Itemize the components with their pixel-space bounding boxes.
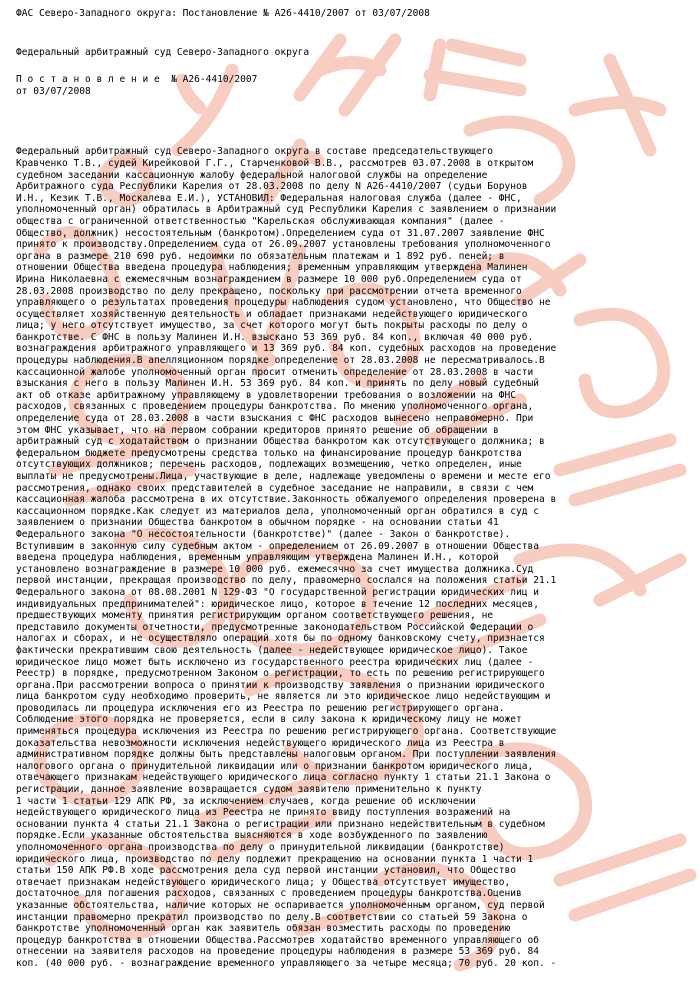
body-line: акт об отказе арбитражному управляющему в удовлетворении требования о возложении на ФНС	[16, 389, 517, 401]
body-line: налогового органа о принудительной ликвидации или о признании банкротом юридического лица,	[16, 760, 534, 772]
body-line: взыскания с него в пользу Малинен И.Н. 53 369 руб. 84 коп. и принять по делу новый судебный	[16, 378, 540, 390]
body-line: налогах и сборах, и не осуществляло операций хотя бы по одному банковскому счету, признается	[16, 633, 545, 645]
body-line: 28.03.2008 производство по делу прекращено, поскольку при рассмотрении отчета временного	[16, 285, 522, 297]
body-line: коп. (40 000 руб. - вознаграждение временного управляющего за четыре месяца; 70 руб. 20 коп. -	[16, 957, 557, 969]
document-body	[16, 146, 692, 969]
body-line: первой инстанции, прекращая производство по делу, правомерно сослался на положения статьи 21.1	[16, 575, 557, 587]
body-line: статьи 150 АПК РФ.В ходе рассмотрения дела суд первой инстанции установил, что Общество	[16, 865, 517, 877]
body-line: 1 части 1 статьи 129 АПК РФ, за исключением случаев, когда решение об исключении	[16, 795, 476, 807]
body-line: отвечает признакам недействующего юридического лица; у Общества отсутствует имущество,	[16, 876, 511, 888]
body-line: представило документы отчетности, предусмотренные законодательством Российской Федерации о	[16, 621, 534, 633]
body-line: кассационном порядке.Как следует из материалов дела, уполномоченный орган обратился в суд с	[16, 505, 540, 517]
body-line: общества с ограниченной ответственностью "Карельская обслуживающая компания" (далее -	[16, 215, 505, 227]
body-line: федеральном бюджете предусмотрены средства только на финансирование процедур банкротства	[16, 447, 522, 459]
body-line: лица банкротом суду необходимо проверить, не является ли это юридическое лицо недействующим и	[16, 691, 551, 703]
body-line: Федеральный арбитражный суд Северо-Западного округа в составе председательствующего	[16, 146, 494, 158]
body-line: отнесении на заявителя расходов на проведение процедуры наблюдения в размере 53 369 руб. 84	[16, 946, 540, 958]
body-line: Кравченко Т.В., судей Кирейковой Г.Г., Старченковой В.В., рассмотрев 03.07.2008 в открытом	[16, 157, 534, 169]
body-line: Реестр) в порядке, предусмотренном Законом о регистрации, то есть по решению регистрирующего	[16, 668, 545, 680]
court-name: Федеральный арбитражный суд Северо-Западного округа	[16, 46, 310, 58]
body-line: административном порядке должны быть представлены налоговым органом. При поступлении заявления	[16, 749, 557, 761]
body-line: уполномоченного органа производства по делу о принудительной ликвидации (банкротстве)	[16, 842, 505, 853]
body-line: отвечающего признакам недействующего юридического лица согласно пункту 1 статьи 21.1 Закона о	[16, 772, 551, 784]
body-line: И.Н., Кезик Т.В., Москалева Е.И.), УСТАНОВИЛ: Федеральная налоговая служба (далее - ФНС,	[16, 192, 522, 204]
body-line: кассационная жалоба рассмотрена в их отсутствие.Законность обжалуемого определения проверена в	[16, 494, 557, 506]
body-line: судебном заседании кассационную жалобу федеральной налоговой службы на определение	[16, 169, 488, 181]
body-line: уполномоченный орган) обратилась в Арбитражный суд Республики Карелия с заявлением о признании	[16, 204, 557, 216]
body-line: процедур банкротства в отношении Общества.Рассмотрев ходатайство временного управляющего об	[16, 934, 540, 946]
document-heading: П о с т а н о в л е н и е № А26-4410/2007	[16, 74, 258, 86]
page-header-title: ФАС Северо-Западного округа: Постановление № А26-4410/2007 от 03/07/2008	[16, 8, 430, 19]
body-line: лица; у него отсутствует имущество, за счет которого могут быть покрыты расходы по делу о	[16, 320, 528, 332]
body-line: этом ФНС указывает, что на первом собрании кредиторов принято решение об обращении в	[16, 424, 499, 436]
body-line: указанные обстоятельства, наличие которых не оспаривается уполномоченным органом, суд первой	[16, 899, 545, 911]
body-line: Соблюдение этого порядка не проверяется, если в силу закона к юридическому лицу не может	[16, 714, 522, 726]
body-line: Общество, должник) несостоятельным (банкротом).Определением суда от 31.07.2007 заявление ФНС	[16, 227, 545, 239]
body-line: фактически прекратившим свою деятельность (далее - недействующее юридическое лицо). Такое	[16, 644, 528, 656]
body-line: регистрации, данное заявление возвращается судом заявителю применительно к пункту	[16, 784, 482, 796]
body-line: отношении Общества введена процедура наблюдения; временным управляющим утверждена Малинен	[16, 262, 528, 274]
body-line: заявлением о признании Общества банкротом в обычном порядке - на основании статьи 41	[16, 517, 499, 529]
body-line: расходов, связанных с проведением процедуры банкротства. По мнению уполномоченного органа,	[16, 401, 534, 413]
body-line: Вступившим в законную силу судебным актом - определением от 26.09.2007 в отношении Общества	[16, 540, 540, 552]
body-line: индивидуальных предпринимателей": юридическое лицо, которое в течение 12 последних месяцев,	[16, 598, 540, 610]
body-line: основании пункта 4 статьи 21.1 Закона о регистрации или признано недействительным в судебном	[16, 818, 545, 830]
body-line: предшествующих моменту принятия регистрирующим органом соответствующего решения, не	[16, 610, 494, 622]
body-line: органа в размере 210 690 руб. недоимки по обязательным платежам и 1 892 руб. пеней; в	[16, 250, 505, 262]
body-line: принято к производству.Определением суда от 26.09.2007 установлены требования уполномоченного	[16, 239, 551, 251]
body-line: недействующего юридического лица из Реестра не принято ввиду поступления возражений на	[16, 807, 511, 819]
body-line: арбитражный суд с ходатайством о признании Общества банкротом как отсутствующего должника; в	[16, 436, 545, 448]
body-line: выплаты не предусмотрены.Лица, участвующие в деле, надлежаще уведомлены о времени и месте его	[16, 471, 551, 482]
body-line: Арбитражного суда Республики Карелия от 28.03.2008 по делу N А26-4410/2007 (судьи Борунов	[16, 181, 528, 193]
body-line: органа.При рассмотрении вопроса о принятии к производству заявления о признании юридического	[16, 679, 545, 691]
body-line: инстанции правомерно прекратил производство по делу.В соответствии со статьей 59 Закона о	[16, 911, 528, 923]
body-line: определение суда от 28.03.2008 в части взыскания с ФНС расходов вынесено неправомерно. При	[16, 413, 534, 425]
body-line: кассационной жалобе уполномоченный орган просит отменить определение от 28.03.2008 в части	[16, 366, 534, 378]
body-line: юридического лица, производство по делу подлежит прекращению на основании пункта 1 части 1	[16, 853, 534, 865]
body-line: осуществляет хозяйственную деятельность и обладает признаками недействующего юридического	[16, 308, 528, 320]
body-line: Федерального закона "О несостоятельности (банкротстве)" (далее - Закон о банкротстве).	[16, 528, 511, 540]
body-line: банкротстве уполномоченный орган как заявитель обязан возместить расходы по проведению	[16, 923, 511, 935]
body-line: управляющего о результатах проведения процедуры наблюдения судом установлено, что Общество не	[16, 297, 551, 309]
body-line: доказательства невозможности исключения недействующего юридического лица из Реестра в	[16, 737, 505, 749]
body-line: вознаграждения арбитражного управляющего и 13 369 руб. 84 коп. судебных расходов на проведение	[16, 343, 557, 355]
body-line: установлено вознаграждение в размере 10 000 руб. ежемесячно за счет имущества должника.Суд	[16, 563, 534, 575]
body-line: банкротстве. С ФНС в пользу Малинен И.Н. взыскано 53 369 руб. 84 коп., включая 40 000 руб.	[16, 331, 534, 343]
body-line: юридическое лицо может быть исключено из государственного реестра юридических лиц (далее -	[16, 656, 534, 668]
body-line: рассмотрения, однако своих представителей в судебное заседание не направили, в связи с чем	[16, 482, 534, 494]
document-page	[16, 8, 692, 970]
body-line: проводилась ли процедура исключения его из Реестра по решению регистрирующего органа.	[16, 702, 505, 714]
body-line: введена процедура наблюдения, временным управляющим утверждена Малинен И.Н., которой	[16, 552, 499, 564]
body-line: достаточное для погашения расходов, связанных с проведением процедуры банкротства.Оценив	[16, 888, 522, 900]
body-line: порядке.Если указанные обстоятельства выясняются в ходе возбужденного по заявлению	[16, 830, 488, 842]
body-line: применяться процедура исключения из Реестра по решению регистрирующего органа. Соответствующие	[16, 726, 557, 738]
body-line: Федерального закона от 08.08.2001 N 129-ФЗ "О государственной регистрации юридических лиц и	[16, 586, 540, 598]
body-line: процедуры наблюдения.В апелляционном порядке определение от 28.03.2008 не пересматривалось.В	[16, 355, 545, 367]
body-line: отсутствующих должников; перечень расходов, подлежащих возмещению, четко определен, иные	[16, 459, 522, 471]
document-date: от 03/07/2008	[16, 85, 91, 97]
body-line: Ирина Николаевна с ежемесячным вознаграждением в размере 10 000 руб.Определением суда от	[16, 273, 522, 285]
